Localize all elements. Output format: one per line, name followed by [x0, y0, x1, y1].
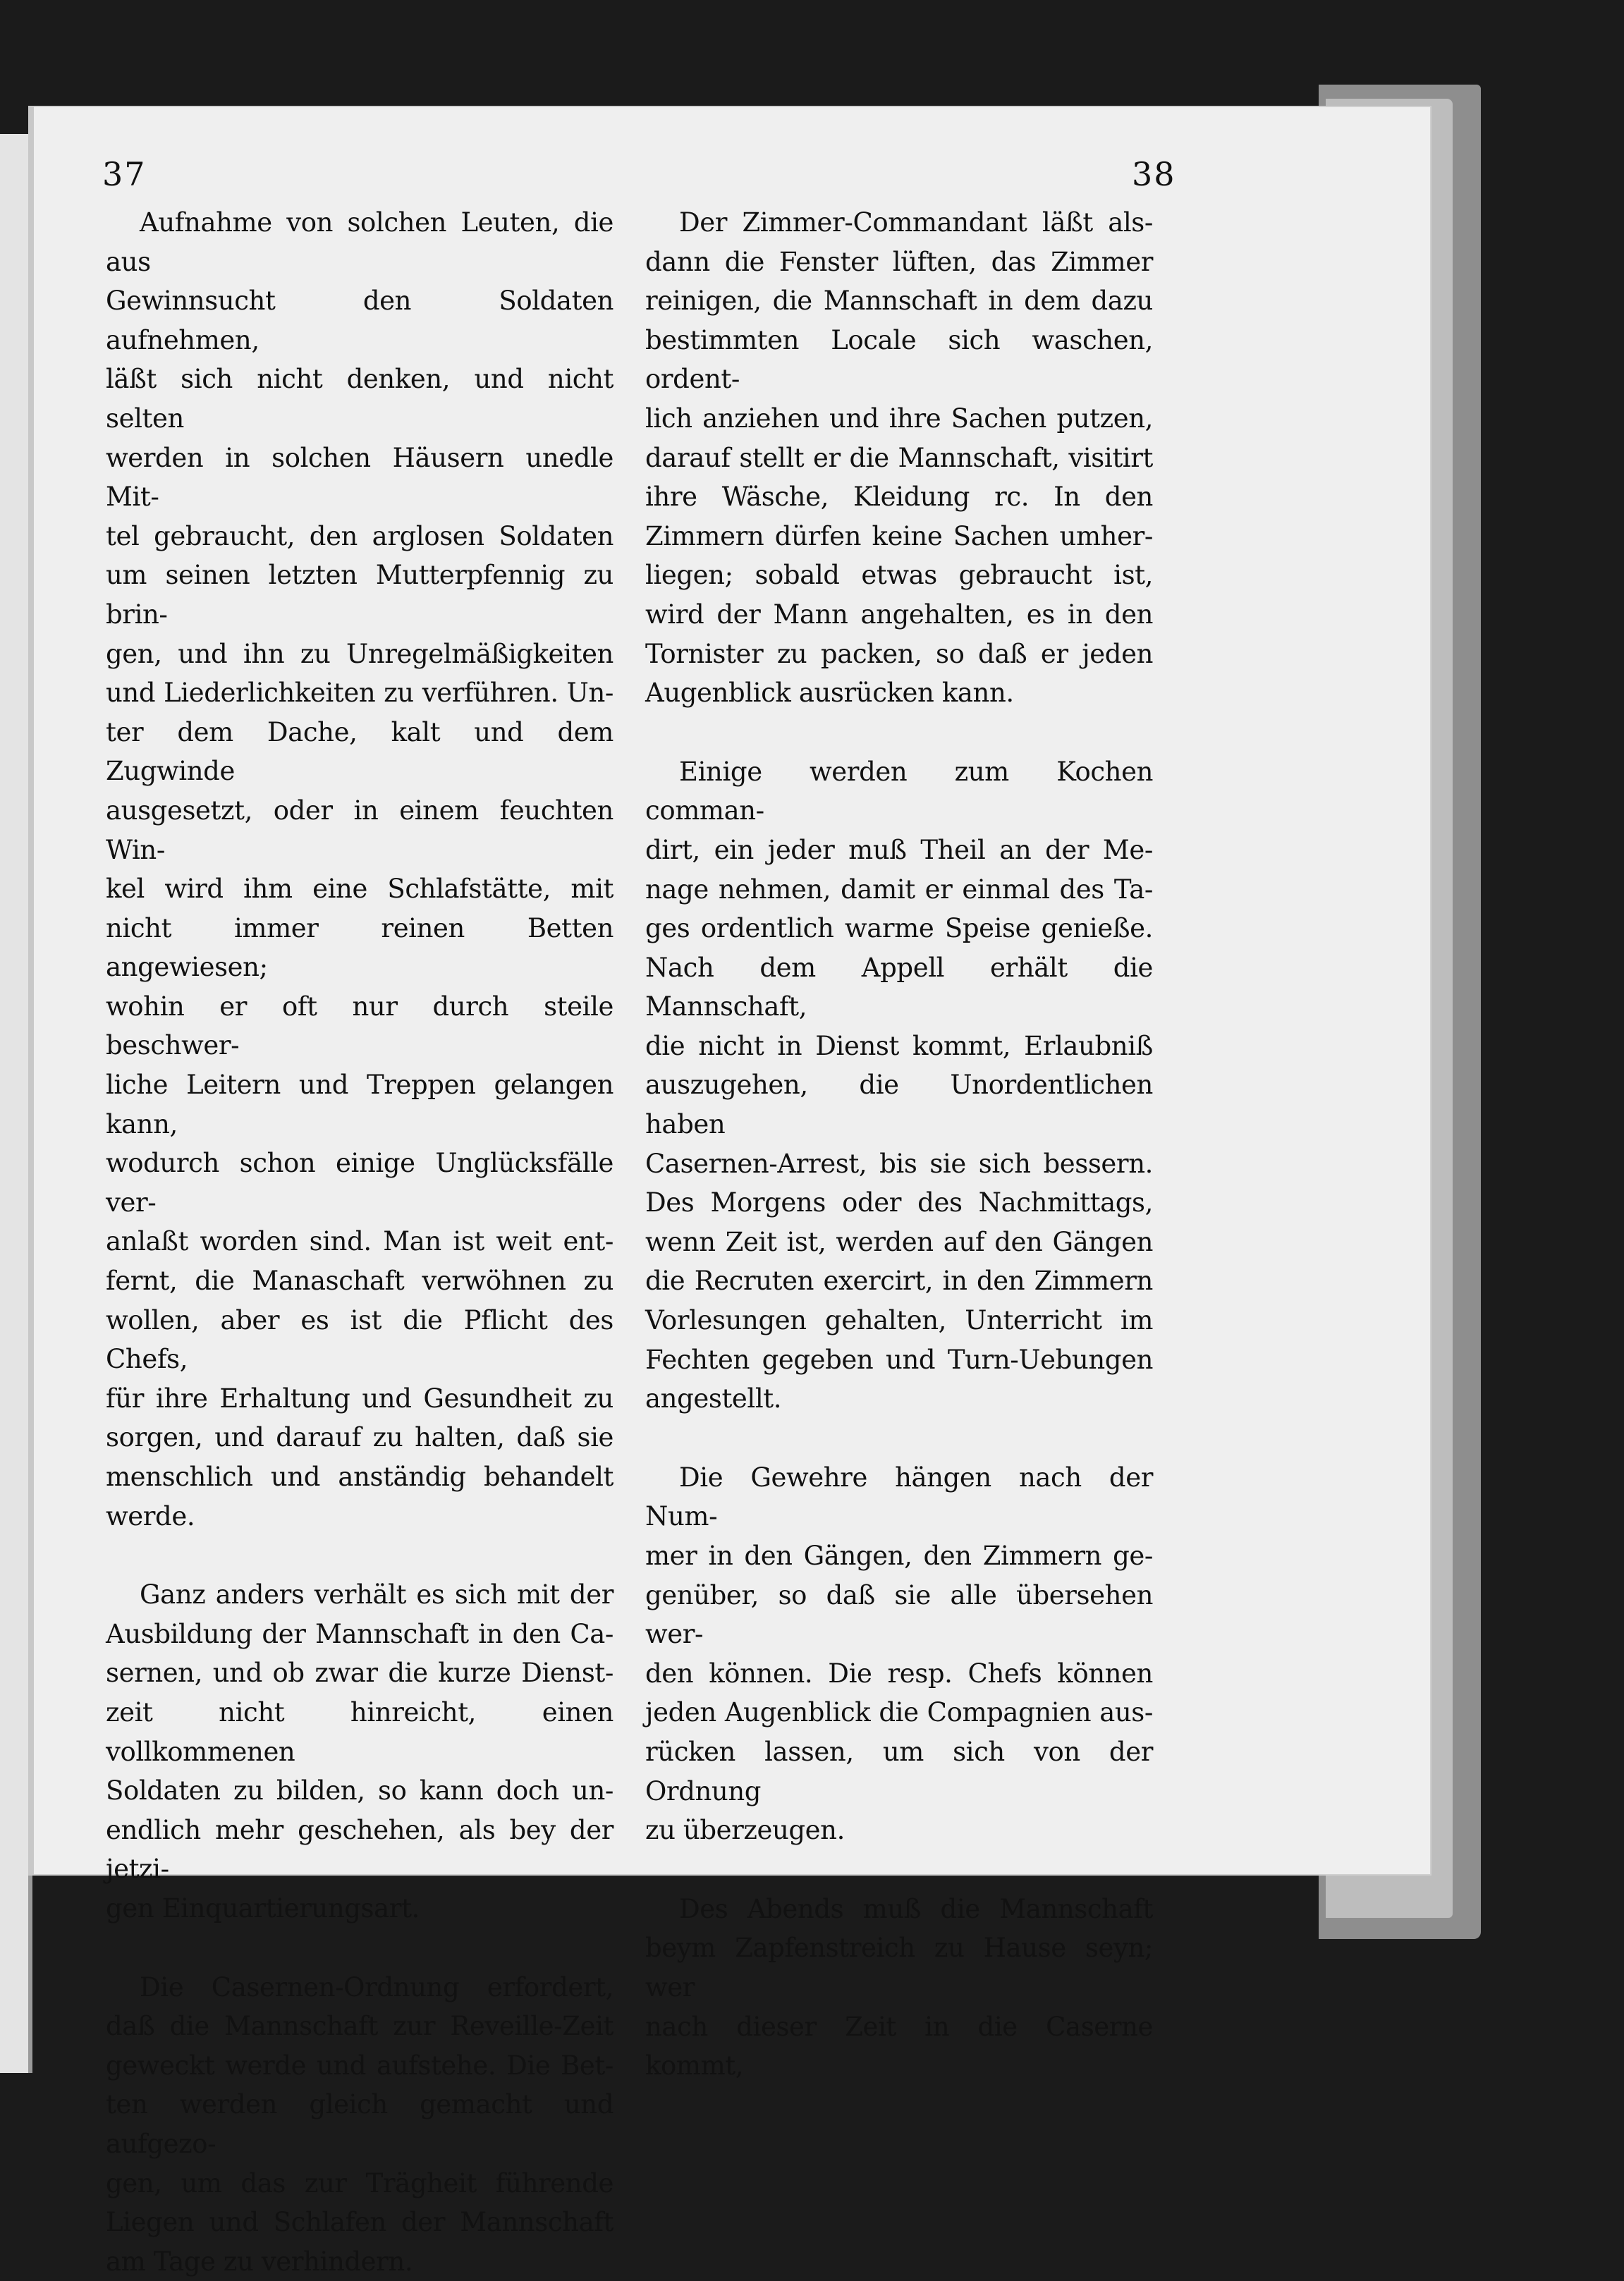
text-line: reinigen, die Mannschaft in dem dazu — [645, 286, 1153, 317]
text-line: nach dieser Zeit in die Caserne kommt, — [645, 2011, 1153, 2081]
text-line: wenn Zeit ist, werden auf den Gängen — [645, 1226, 1153, 1257]
text-line: sorgen, und darauf zu halten, daß sie — [106, 1422, 613, 1453]
text-line: jeden Augenblick die Compagnien aus- — [645, 1697, 1153, 1728]
text-line: Ausbildung der Mannschaft in den Ca- — [106, 1618, 613, 1649]
text-line: darauf stellt er die Mannschaft, visitirt — [645, 442, 1153, 473]
paragraph-gap — [106, 1536, 613, 1575]
paragraph-gap — [645, 713, 1153, 752]
text-line: Tornister zu packen, so daß er jeden — [645, 638, 1153, 669]
text-line: für ihre Erhaltung und Gesundheit zu — [106, 1383, 613, 1414]
text-line: gen, und ihn zu Unregelmäßigkeiten — [106, 638, 613, 669]
text-line: Fechten gegeben und Turn-Uebungen — [645, 1344, 1153, 1375]
text-line: lich anziehen und ihre Sachen putzen, — [645, 403, 1153, 434]
page-number-left: 37 — [102, 155, 147, 193]
text-line: Vorlesungen gehalten, Unterricht im — [645, 1305, 1153, 1336]
text-line: wollen, aber es ist die Pflicht des Chefs, — [106, 1304, 613, 1375]
text-line: daß die Mannschaft zur Reveille-Zeit — [106, 2011, 613, 2042]
text-line: Ganz anders verhält es sich mit der — [140, 1579, 613, 1610]
text-line: endlich mehr geschehen, als bey der jetzi- — [106, 1814, 613, 1885]
text-line: ausgesetzt, oder in einem feuchten Win- — [106, 795, 613, 865]
text-line: nicht immer reinen Betten angewiesen; — [106, 912, 613, 983]
text-line: Soldaten zu bilden, so kann doch un- — [106, 1775, 613, 1806]
text-line: zu überzeugen. — [645, 1815, 845, 1846]
text-line: geweckt werde und aufstehe. Die Bet- — [106, 2050, 613, 2081]
text-line: Gewinnsucht den Soldaten aufnehmen, — [106, 286, 613, 355]
text-line: liegen; sobald etwas gebraucht ist, — [645, 560, 1153, 591]
paragraph-gap — [645, 1850, 1153, 1890]
text-line: um seinen letzten Mutterpfennig zu brin- — [106, 560, 613, 630]
text-line: werden in solchen Häusern unedle Mit- — [106, 442, 613, 513]
text-column-left — [106, 203, 613, 2281]
text-line: zeit nicht hinreicht, einen vollkommenen — [106, 1696, 613, 1767]
text-line: beym Zapfenstreich zu Hause seyn; wer — [645, 1933, 1153, 2002]
text-line: angestellt. — [645, 1383, 782, 1414]
text-line: werde. — [106, 1500, 195, 1531]
text-line: Augenblick ausrücken kann. — [645, 678, 1014, 709]
text-line: kel wird ihm eine Schlafstätte, mit — [106, 874, 613, 905]
text-line: gen Einquartierungsart. — [106, 1892, 420, 1924]
text-line: Zimmern dürfen keine Sachen umher- — [645, 520, 1153, 551]
text-line: wodurch schon einige Unglücksfälle ver- — [106, 1148, 613, 1218]
text-line: ges ordentlich warme Speise genieße. — [645, 913, 1153, 944]
text-line: Liegen und Schlafen der Mannschaft — [106, 2207, 613, 2238]
text-line: mer in den Gängen, den Zimmern ge- — [645, 1541, 1153, 1571]
text-line: Aufnahme von solchen Leuten, die aus — [106, 207, 613, 277]
text-line: nage nehmen, damit er einmal des Ta- — [645, 874, 1153, 905]
page-gutter — [28, 106, 34, 1876]
text-line: Die Casernen-Ordnung erfordert, — [140, 1971, 613, 2002]
text-line: Der Zimmer-Commandant läßt als- — [679, 207, 1153, 238]
text-line: wird der Mann angehalten, es in den — [645, 599, 1153, 630]
text-line: menschlich und anständig behandelt — [106, 1462, 613, 1492]
text-line: dirt, ein jeder muß Theil an der Me- — [645, 834, 1153, 865]
text-line: und Liederlichkeiten zu verführen. Un- — [106, 678, 613, 709]
text-line: rücken lassen, um sich von der Ordnung — [645, 1736, 1153, 1806]
text-line: Des Morgens oder des Nachmittags, — [645, 1187, 1153, 1218]
page-number-right: 38 — [1132, 155, 1176, 193]
text-line: liche Leitern und Treppen gelangen kann, — [106, 1070, 613, 1139]
text-line: wohin er oft nur durch steile beschwer- — [106, 991, 613, 1061]
paragraph-gap — [645, 1419, 1153, 1458]
text-line: bestimmten Locale sich waschen, ordent- — [645, 324, 1153, 395]
text-line: Des Abends muß die Mannschaft — [679, 1893, 1153, 1924]
text-line: am Tage zu verhindern. — [106, 2246, 413, 2277]
text-line: anlaßt worden sind. Man ist weit ent- — [106, 1226, 613, 1257]
text-column-right — [645, 203, 1153, 2086]
text-line: auszugehen, die Unordentlichen haben — [645, 1070, 1153, 1140]
text-line: ter dem Dache, kalt und dem Zugwinde — [106, 716, 613, 787]
text-line: läßt sich nicht denken, und nicht selten — [106, 364, 613, 434]
text-line: den können. Die resp. Chefs können — [645, 1658, 1153, 1689]
text-line: ten werden gleich gemacht und aufgezo- — [106, 2089, 613, 2159]
text-line: tel gebraucht, den arglosen Soldaten — [106, 520, 613, 551]
text-line: gen, um das zur Trägheit führende — [106, 2167, 613, 2199]
text-line: dann die Fenster lüften, das Zimmer — [645, 246, 1153, 277]
text-line: Casernen-Arrest, bis sie sich bessern. — [645, 1148, 1153, 1179]
text-line: die Recruten exercirt, in den Zimmern — [645, 1266, 1153, 1297]
text-line: sernen, und ob zwar die kurze Dienst- — [106, 1658, 613, 1689]
text-line: die nicht in Dienst kommt, Erlaubniß — [645, 1030, 1153, 1061]
text-line: genüber, so daß sie alle übersehen wer- — [645, 1579, 1153, 1650]
paragraph-gap — [106, 1928, 613, 1968]
text-line: Die Gewehre hängen nach der Num- — [645, 1462, 1153, 1532]
text-line: ihre Wäsche, Kleidung rc. In den — [645, 482, 1153, 513]
text-line: fernt, die Manaschaft verwöhnen zu — [106, 1266, 613, 1297]
text-line: Einige werden zum Kochen comman- — [645, 756, 1153, 826]
text-line: Nach dem Appell erhält die Mannschaft, — [645, 952, 1153, 1022]
